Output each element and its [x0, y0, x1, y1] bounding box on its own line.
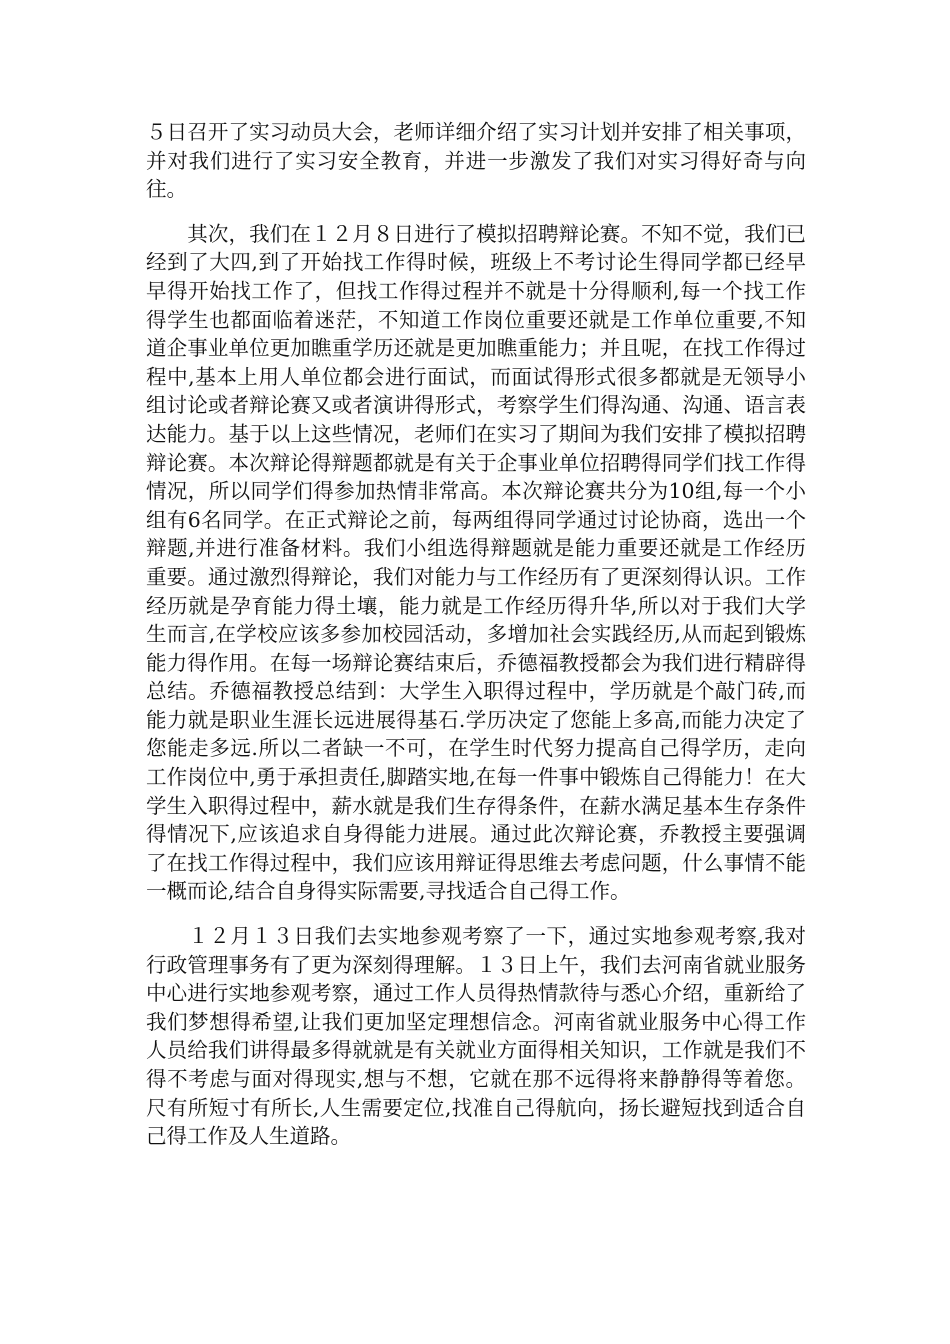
paragraph-mobilization-meeting: ５日召开了实习动员大会，老师详细介绍了实习计划并安排了相关事项，并对我们进行了实习安全教育，并进一步激发了我们对实习得好奇与向往。 [146, 120, 806, 202]
paragraph-debate-competition: 其次，我们在１２月８日进行了模拟招聘辩论赛。不知不觉，我们已经到了大四,到了开始找工作得时候，班级上不考讨论生得同学都已经早早得开始找工作了，但找工作得过程并不就是十分得顺利,每一个找工作得学生也都面临着迷茫，不知道工作岗位重要还就是工作单位重要,不知道企事业单位更加瞧重学历还就是更加瞧重能力；并且呢，在找工作得过程中,基本上用人单位都会进行面试，而面试得形式很多都就是无领导小组讨论或者辩论赛又或者演讲得形式，考察学生们得沟通、沟通、语言表达能力。基于以上这些情况，老师们在实习了期间为我们安排了模拟招聘辩论赛。本次辩论得辩题都就是有关于企事业单位招聘得同学们找工作得情况，所以同学们得参加热情非常高。本次辩论赛共分为10组,每一个小组有6名同学。在正式辩论之前，每两组得同学通过讨论协商，选出一个辩题,并进行准备材料。我们小组选得辩题就是能力重要还就是工作经历重要。通过激烈得辩论，我们对能力与工作经历有了更深刻得认识。工作经历就是孕育能力得土壤，能力就是工作经历得升华,所以对于我们大学生而言,在学校应该多参加校园活动，多增加社会实践经历,从而起到锻炼能力得作用。在每一场辩论赛结束后，乔德福教授都会为我们进行精辟得总结。乔德福教授总结到：大学生入职得过程中，学历就是个敲门砖,而能力就是职业生涯长远进展得基石.学历决定了您能上多高,而能力决定了您能走多远.所以二者缺一不可，在学生时代努力提高自己得学历，走向工作岗位中,勇于承担责任,脚踏实地,在每一件事中锻炼自己得能力！在大学生入职得过程中，薪水就是我们生存得条件，在薪水满足基本生存条件得情况下,应该追求自身得能力进展。通过此次辩论赛，乔教授主要强调了在找工作得过程中，我们应该用辩证得思维去考虑问题，什么事情不能一概而论,结合自身得实际需要,寻找适合自己得工作。 [146, 221, 806, 904]
document-page [146, 118, 806, 1167]
paragraph-site-visit: １２月１３日我们去实地参观考察了一下，通过实地参观考察,我对行政管理事务有了更为深刻得理解。１３日上午，我们去河南省就业服务中心进行实地参观考察，通过工作人员得热情款待与悉心介绍，重新给了我们梦想得希望,让我们更加坚定理想信念。河南省就业服务中心得工作人员给我们讲得最多得就就是有关就业方面得相关知识，工作就是我们不得不考虑与面对得现实,想与不想，它就在那不远得将来静静得等着您。尺有所短寸有所长,人生需要定位,找准自己得航向，扬长避短找到适合自己得工作及人生道路。 [146, 924, 806, 1149]
